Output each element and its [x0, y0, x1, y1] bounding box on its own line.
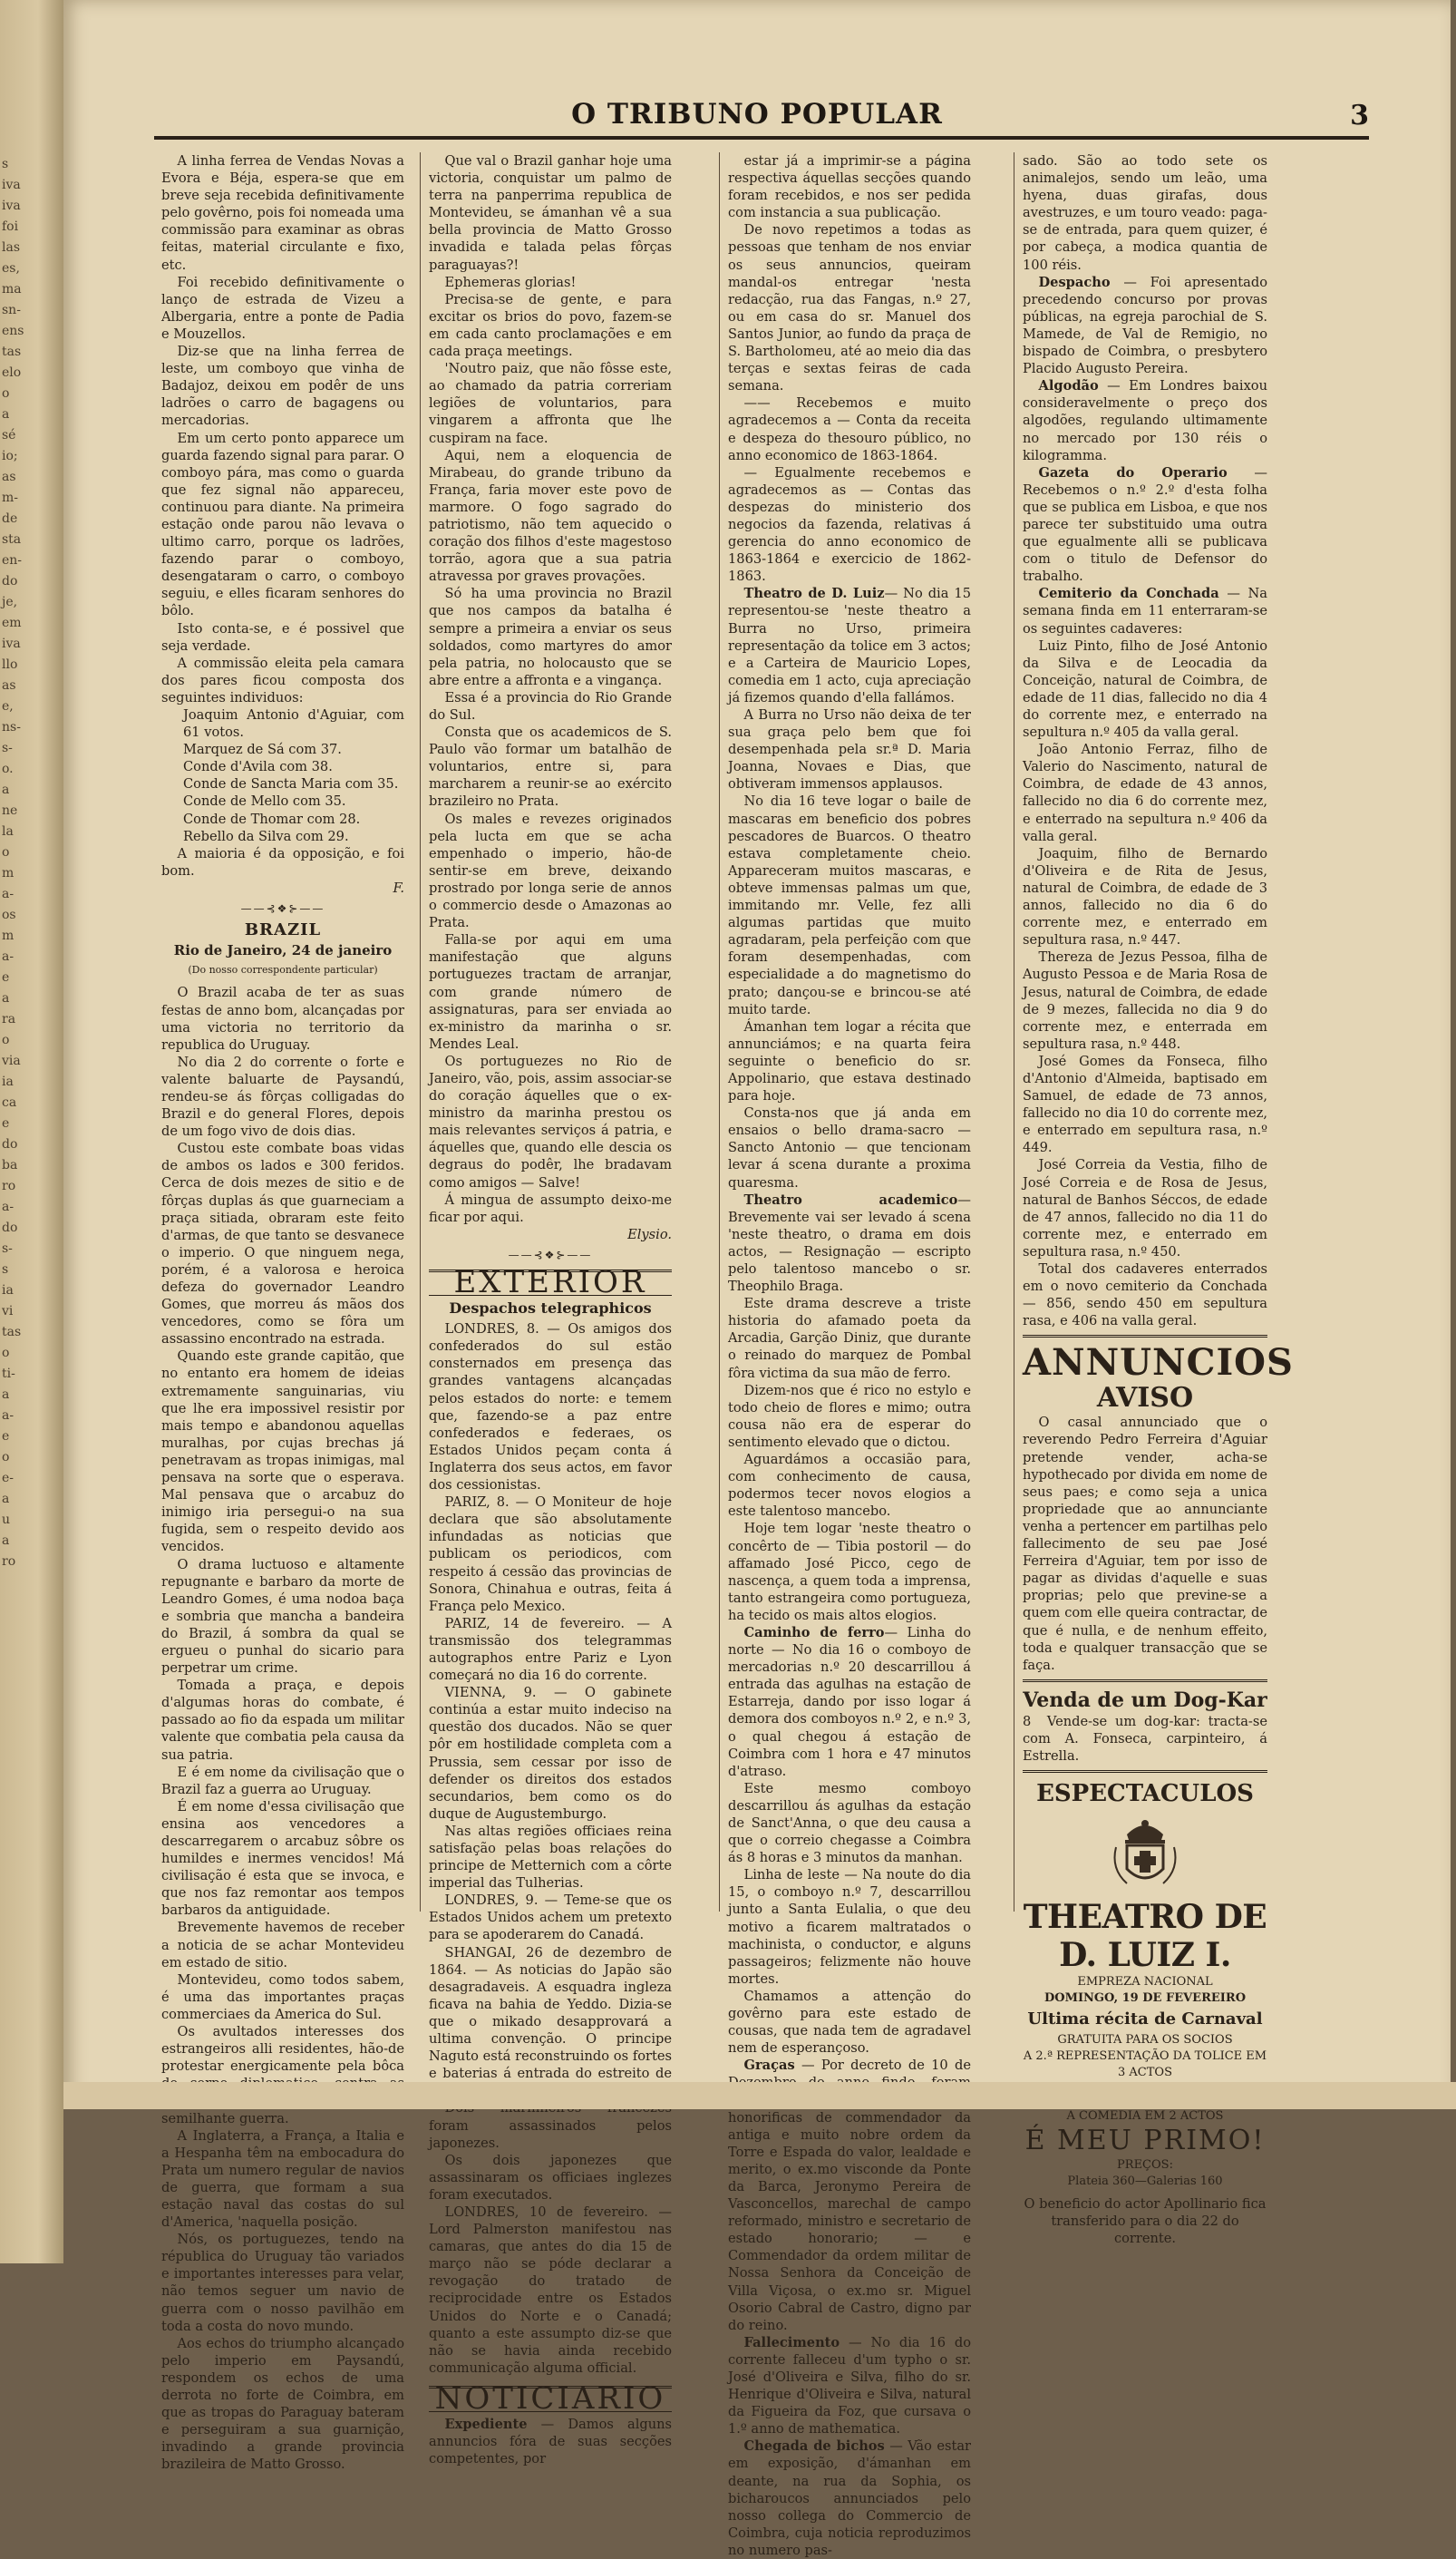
paragraph: Linha de leste — Na noute do dia 15, o comboyo n.º 7, descarrillou junto a Santa Eulalia, o que deu motivo a ficarem maltratados o machinista, o conductor, e alguns passageiros; felizmente não houve mortes. [728, 1867, 971, 1987]
previous-page-fragment: ia [2, 1283, 14, 1298]
despachos-heading: Despachos telegraphicos [449, 1299, 652, 1318]
previous-page-fragment: as [2, 470, 16, 484]
votes-end: A maioria é da opposição, e foi bom. [161, 845, 404, 879]
previous-page-fragment: ro [2, 1554, 16, 1569]
previous-page-fragment: las [2, 240, 21, 255]
brazil-article [161, 984, 404, 2473]
paragraph: Nós, os portuguezes, tendo na républica do Uruguay tão variados e importantes interesses para velar, não temos seguer um navio de guerra com o nosso pavilhão em toda a costa do novo mundo. [161, 2232, 404, 2334]
bottom-edge [63, 2082, 1456, 2109]
previous-page-fragment: a [2, 407, 10, 422]
previous-page-fragment: a [2, 1492, 10, 1506]
section-brazil: BRAZIL [244, 920, 322, 940]
caminho-lead: — Linha do norte — No dia 16 o comboyo de mercadorias n.º 20 descarrillou á entrada das agulhas na estação de Estarreja, dando por isso logar á demora dos comboyos n.º 2, e n.º 3, o qual chegou á estação de Coimbra com 1 hora e 47 minutos d'atraso. [728, 1624, 971, 1779]
previous-page-fragment: sta [2, 532, 22, 547]
paragraph: O Brazil acaba de ter as suas festas de anno bom, alcançadas por uma victoria no territorio da republica do Uruguay. [161, 985, 404, 1053]
previous-page-fragment: ti- [2, 1367, 15, 1381]
theatro-article [728, 706, 971, 1192]
paragraph: Este drama descreve a triste historia do afamado poeta da Arcadia, Garção Diniz, que durante o reinado do marquez de Pombal fôra victima da sua mão de ferro. [728, 1296, 971, 1381]
academico-label: Theatro academico [743, 1192, 958, 1208]
representacao: A 2.ª REPRESENTAÇÃO DA TOLICE EM 3 ACTOS [1023, 2049, 1267, 2080]
previous-page-fragment: o [2, 386, 10, 401]
chegada-label: Chegada de bichos [743, 2438, 885, 2455]
previous-page-fragment: a- [2, 1200, 15, 1214]
paragraph: Falla-se por aqui em uma manifestação que alguns portuguezes tractam de arranjar, com grande número de assignaturas, para ser enviada ao ex-ministro da marinha o sr. Mendes Leal. [429, 932, 672, 1052]
despacho-text: — Foi apresentado precedendo concurso por provas públicas, na egreja parochial de S. Mamede, de Val de Remigio, no bispado de Coimbra, o presbytero Placido Augusto Pereira. [1023, 274, 1268, 377]
column-1 [161, 152, 404, 2473]
correspondent-note: (Do nosso correspondente particular) [188, 964, 378, 977]
cadaver-entry: José Gomes da Fonseca, filho d'Antonio d'Almeida, baptisado em Samuel, de edade de 73 annos, fallecido no dia 10 do corrente mez, e enterrado em sepultura rasa, n.º 449. [1023, 1053, 1267, 1156]
dogkar-number: 8 [1023, 1713, 1032, 1729]
previous-page-fragment: la [2, 824, 14, 839]
paragraph: Hoje tem logar 'neste theatro o concêrto de — Tibia postoril — do affamado José Picco, cego de nascença, a quem toda a imprensa, tanto estrangeira como portugueza, ha tecido os mais altos elogios. [728, 1521, 971, 1623]
aviso-heading: AVISO [1096, 1382, 1194, 1415]
dateline: Rio de Janeiro, 24 de janeiro [173, 942, 393, 959]
previous-page-fragment: m- [2, 491, 19, 505]
previous-page-fragment: elo [2, 365, 22, 380]
despacho-item: LONDRES, 8. — Os amigos dos confederados do sul estão consternados em presença das grandes vantagens alcançadas pelos estados do norte: e temem que, fazendo-se a paz entre confederados e federaes, os Estados Unidos peçam conta á Inglaterra dos seus actos, em favor dos cessionistas. [429, 1321, 672, 1494]
paragraph: Chamamos a attenção do govêrno para este estado de cousas, que nada tem de agradavel nem de esperançoso. [728, 1988, 971, 2057]
vote-entry: Conde de Thomar com 28. [183, 811, 361, 827]
cadaver-entry: Total dos cadaveres enterrados em o novo cemiterio da Conchada — 856, sendo 450 em sepultura rasa, e 406 na valla geral. [1023, 1261, 1267, 1329]
paragraph: Os avultados interesses dos estrangeiros alli residentes, hão-de protestar energicamente pela bôca semilhante guerra. [161, 2024, 404, 2126]
vote-entry: Conde de Sancta Maria com 35. [183, 776, 399, 793]
paragraph: Essa é a provincia do Rio Grande do Sul. [429, 689, 672, 723]
paragraph: Á mingua de assumpto deixo-me ficar por aqui. [429, 1192, 672, 1225]
cemiterio-text: — Na semana finda em 11 enterraram-se os seguintes cadaveres: [1023, 586, 1267, 637]
header-rule [154, 136, 1369, 140]
previous-page-fragment: o. [2, 762, 14, 776]
paragraph: O drama luctuoso e altamente repugnante e barbaro da morte de Leandro Gomes, é uma nodoa baça e sombria que mancha a bandeira do Brazil, á sombra da qual se ergueu o punhal do sicario para perpetrar um crime. [161, 1556, 404, 1677]
previous-page-fragment: tas [2, 1325, 22, 1339]
despacho-item: PARIZ, 8. — O Moniteur de hoje declara que são absolutamente infundadas as noticias que publicam os periodicos, com respeito á cessão das provincias de Sonora, Chinahua e outras, feita á França pelo Mexico. [429, 1494, 672, 1614]
previous-page-fragment: as [2, 678, 16, 693]
previous-page-fragment: e, [2, 699, 14, 714]
paragraph: A commissão eleita pela camara dos pares ficou composta dos seguintes individuos: [161, 655, 404, 705]
ultima-recita: Ultima récita de Carnaval [1027, 2009, 1263, 2029]
previous-page-fragment: ca [2, 1095, 17, 1110]
previous-page-fragment: m [2, 929, 15, 943]
previous-page-edge [0, 0, 63, 2263]
previous-page-fragment: o [2, 845, 10, 860]
dogkar-heading: Venda de um Dog-Kar [1023, 1688, 1267, 1712]
previous-page-fragment: e [2, 1116, 10, 1131]
section-noticiario: NOTICIARIO [429, 2386, 672, 2412]
column-3 [728, 152, 971, 2558]
col4-paragraphs [1023, 152, 1267, 274]
paragraph: No dia 2 do corrente o forte e valente baluarte de Paysandú, rendeu-se ás fôrças colligadas do Brazil e do general Flores, depois de um fogo vivo de dois dias. [161, 1054, 404, 1140]
previous-page-fragment: je, [2, 595, 18, 609]
cadaveres-list [1023, 637, 1267, 1330]
paragraph: 'Noutro paiz, que não fôsse este, ao chamado da patria correriam legiões de voluntarios, para vingarem a affronta que lhe cuspiram na face. [429, 361, 672, 446]
previous-page-fragment: iva [2, 637, 21, 651]
previous-page-fragment: ma [2, 282, 22, 297]
empreza: EMPREZA NACIONAL [1077, 1975, 1213, 1990]
gracas-text: — Por decreto de 10 de honorificas de commendador da antiga e muito nobre ordem da Torre e Espada do valor, lealdade e merito, o ex.mo visconde da Ponte da Barca, Jeronymo Pereira de Vasconcellos, marechal de campo reformado, ministro e secretario de estado honorario; — e Commendador da ordem militar de Nossa Senhora da Conceição de Villa Viçosa, o ex.mo sr. Miguel Osorio Cabral de Castro, digno par do reino. [728, 2058, 971, 2333]
despacho-item: Nas altas regiões officiaes reina satisfação pelas boas relações do principe de Metternich com a côrte imperial das Tulherias. [429, 1823, 672, 1892]
precos: PREÇOS: [1117, 2158, 1173, 2173]
paragraph: É em nome d'essa civilisação que ensina aos vencedores a descarregarem o arcabuz sôbre os humildes e inermes vencidos! Má civilisação é esta que se invoca, e que nos faz remontar aos tempos barbaros da antiguidade. [161, 1798, 404, 1919]
paragraph: Aguardámos a occasião para, com conhecimento de causa, podermos tecer novos elogios a este talentoso mancebo. [728, 1452, 971, 1520]
previous-page-fragment: en- [2, 553, 23, 568]
previous-page-fragment: ia [2, 1075, 14, 1089]
previous-page-fragment: em [2, 616, 22, 630]
previous-page-fragment: s- [2, 741, 13, 755]
previous-page-fragment: do [2, 1137, 18, 1152]
previous-page-fragment: s- [2, 1241, 13, 1256]
previous-page-fragment: a- [2, 887, 15, 901]
ornament-divider: ——⊰❖⊱—— [508, 1248, 593, 1261]
caminho-label: Caminho de ferro [743, 1624, 885, 1640]
paragraph: Consta-nos que já anda em ensaios o bello drama-sacro — Sancto Antonio — que tencionam levar á scena durante a proxima quaresma. [728, 1105, 971, 1191]
paragraph: Quando este grande capitão, que no entanto era homem de ideias extremamente sanguinarias, viu que lhe era impossivel resistir por mais tempo e abandonou aquellas muralhas, por cujas brechas já penetravam as tropas inimigas, mal pensava na sorte que o esperava. Mal pensava que o arcabuz do inimigo iria persegui-o na sua fugida, sem o respeito devido aos vencidos. [161, 1348, 404, 1555]
col1-paragraphs [161, 152, 404, 706]
despacho-item: SHANGAI, 26 de dezembro de 1864. — As noticias do Japão são desagradaveis. A esquadra ingleza ficava na bahia de Yeddo. Dizia-se que o mikado desapprovará a ultima convenção. O principe Naguto está reconstruindo os fortes e baterias á entrada do estreito de [429, 1944, 672, 2082]
paragraph: Consta que os academicos de S. Paulo vão formar um batalhão de voluntarios, entre si, para marcharem a reunir-se ao exército brazileiro no Prata. [429, 725, 672, 810]
academico-article [728, 1295, 971, 1624]
royal-coat-of-arms-icon [1109, 1815, 1181, 1892]
despachos-list [429, 1320, 672, 2377]
previous-page-fragment: es, [2, 261, 20, 276]
gazeta-label: Gazeta do Operario [1038, 464, 1228, 481]
show-date: DOMINGO, 19 DE FEVEREIRO [1043, 1991, 1247, 2006]
despacho-item: Os dois japonezes que assassinaram os officiaes inglezes foram executados. [429, 2152, 672, 2203]
previous-page-fragment: e [2, 970, 10, 985]
vote-list [161, 706, 404, 845]
paragraph: Diz-se que na linha ferrea de leste, um comboyo que vinha de Badajoz, deixou em podêr de uns ladrões o carro de bagagens ou mercadorias. [161, 344, 404, 429]
despacho-item: LONDRES, 10 de fevereiro. — Lord Palmerston manifestou nas camaras, que antes do dia 15 de março não se póde declarar a revogação do tratado de reciprocidade entre os Estados Unidos do Norte e o Canadá; quanto a este assumpto diz-se que não se havia ainda recebido communicação alguma official. [429, 2204, 672, 2376]
paragraph: sado. São ao todo sete os animalejos, sendo um leão, uma hyena, duas girafas, dous avestruzes, e um touro veado: paga-se de entrada, para quem quizer, é por cabeça, a modica quantia de 100 réis. [1023, 153, 1267, 273]
academico-lead: — Brevemente vai ser levado á scena 'neste theatro, o drama em dois actos, — Resignação — escripto pelo talentoso mancebo o sr. Theophilo Braga. [728, 1192, 971, 1295]
cemiterio-label: Cemiterio da Conchada [1038, 586, 1219, 602]
column-2 [429, 152, 673, 2467]
despacho-item: foram assassinados pelos japonezes. [429, 2117, 672, 2151]
previous-page-fragment: via [2, 1054, 21, 1068]
previous-page-fragment: do [2, 574, 18, 589]
dogkar-text: Vende-se um dog-kar: tracta-se com A. Fonseca, carpinteiro, á Estrella. [1023, 1713, 1267, 1764]
paragraph: Precisa-se de gente, e para excitar os brios do povo, fazem-se em cada canto proclamações e em cada praça meetings. [429, 291, 672, 360]
section-exterior: EXTERIOR [429, 1270, 672, 1296]
cadaver-entry: Joaquim, filho de Bernardo d'Oliveira e de Rita de Jesus, natural de Coimbra, de edade de 3 annos, fallecido no dia 6 do corrente mez, e enterrado em sepultura rasa, n.º 447. [1023, 845, 1267, 949]
paragraph: Isto conta-se, e é possivel que seja verdade. [161, 620, 404, 654]
paragraph: A Inglaterra, a França, a Italia e a Hespanha têm na embocadura do Prata um numero regular de navios de guerra, que formam a sua estação naval das costas do sul d'America, 'naquella posição. [161, 2127, 404, 2231]
paragraph: Aos echos do triumpho alcançado pelo imperio em Paysandú, respondem os echos de uma derrota no forte de Coimbra, em que as tropas do Paraguay bateram e perseguiram a sua guarnição, invadindo a grande provincia brazileira de Matto Grosso. [161, 2335, 404, 2473]
previous-page-fragment: a [2, 1387, 10, 1402]
col3-paragraphs [728, 152, 971, 585]
caminho-article [728, 1780, 971, 2058]
previous-page-fragment: de [2, 511, 18, 526]
cadaver-entry: João Antonio Ferraz, filho de Valerio do Nascimento, natural de Coimbra, de edade de 43 annos, fallecido no dia 6 do corrente mez, e enterrado na sepultura n.º 406 da valla geral. [1023, 742, 1267, 844]
despacho-label: Despacho [1038, 274, 1111, 290]
previous-page-fragment: iva [2, 178, 21, 192]
cadaver-entry: Thereza de Jezus Pessoa, filha de Augusto Pessoa e de Maria Rosa de Jesus, natural de Coimbra, de edade de 9 mezes, fallecida no dia 9 do corrente mez, e enterrada em sepultura rasa, n.º 448. [1023, 949, 1267, 1052]
previous-page-fragment: ens [2, 324, 24, 338]
previous-page-fragment: tas [2, 345, 22, 359]
previous-page-fragment: ro [2, 1179, 16, 1193]
paragraph: Brevemente havemos de receber a noticia de se achar Montevideu em estado de sitio. [161, 1920, 404, 1970]
vote-entry: Conde d'Avila com 38. [183, 759, 333, 775]
previous-page-fragment: iva [2, 199, 21, 213]
previous-page-fragment: s [2, 157, 9, 171]
paragraph: Aqui, nem a eloquencia de Mirabeau, do grande tribuno da França, faria mover este povo de marmore. O fogo sagrado do patriotismo, não tem aquecido o coração dos filhos d'este magestoso torrão, agora que a sua patria atravessa por graves provações. [429, 447, 672, 585]
paragraph: Custou este combate boas vidas de ambos os lados e 300 feridos. Cerca de dois mezes de sitio e de fôrças duplas ás que guarneciam a praça sitiada, obraram este feito d'armas, de que tanto se desvanece o imperio. O que ninguem nega, porém, é a valorosa e heroica defeza do governador Leandro Gomes, que morreu ás mãos dos vencedores, como se fôra um assassino encontrado na estrada. [161, 1141, 404, 1348]
fallecimento-text: — No dia 16 do corrente falleceu d'um typho o sr. José d'Oliveira e Silva, filho do sr. Henrique d'Oliveira e Silva, natural da Figueira da Foz, que cursava o 1.º anno de mathematica. [728, 2334, 971, 2437]
beneficio-note: O beneficio do actor Apollinario fica transferido para o dia 22 do corrente. [1024, 2196, 1267, 2247]
ornament-divider: ——⊰❖⊱—— [240, 902, 325, 916]
paragraph: — Egualmente recebemos e agradecemos as — Contas das despezas do ministerio dos negocios da fazenda, relativas á gerencia do anno economico de 1863-1864 e exercicio de 1862-1863. [728, 464, 971, 585]
previous-page-fragment: ra [2, 1012, 16, 1027]
paragraph: Dizem-nos que é rico no estylo e todo cheio de flores e mimo; outra cousa não era de esperar do sentimento elevado que o dictou. [728, 1382, 971, 1450]
previous-page-fragment: a [2, 1533, 10, 1548]
column-divider [420, 152, 421, 1912]
previous-page-fragment: ba [2, 1158, 18, 1172]
paragraph: Tomada a praça, e depois d'algumas horas do combate, é passado ao fio da espada um militar valente que combatia pela causa da sua patria. [161, 1678, 404, 1763]
despacho-item: VIENNA, 9. — O gabinete continúa a estar muito indeciso na questão dos ducados. Não se quer pôr em hostilidade completa com a Prussia, sem cessar por isso de defender os direitos dos estados secundarios, bem como os do duque de Augustemburgo. [429, 1685, 672, 1822]
column-4 [1023, 152, 1294, 2247]
newspaper-page [63, 0, 1451, 2558]
paragraph: A linha ferrea de Vendas Novas a Evora e Béja, espera-se que em breve seja recebida definitivamente pelo govêrno, pois foi nomeada uma commissão para examinar as obras feitas, material circulante e fixo, etc. [161, 153, 404, 273]
previous-page-fragment: u [2, 1513, 11, 1527]
gracas-label: Graças [743, 2058, 795, 2074]
paragraph: estar já a imprimir-se a página respectiva áquellas secções quando foram recebidos, e nos ser pedida com instancia a sua publicação. [728, 153, 971, 221]
meu-primo: É MEU PRIMO! [1024, 2125, 1266, 2157]
paragraph: E é em nome da civilisação que o Brazil faz a guerra ao Uruguay. [161, 1764, 404, 1797]
aviso-text: O casal annunciado que o reverendo Pedro Ferreira d'Aguiar pretende vender, acha-se hypothecado por divida em nome de seus paes; e como seja a unica propriedade que ao annunciante venha a pertencer em partilhas pelo fallecimento de seu pae José Ferreira d'Aguiar, tem por isso de pagar as dividas d'aquelle e suas proprias; pelo que previne-se a quem com elle queira contractar, de que é nulla, e de nenhum effeito, toda e qualquer transacção que se faça. [1023, 1415, 1267, 1673]
paragraph: Só ha uma provincia no Brazil que nos campos da batalha é sempre a primeira a enviar os seus soldados, como martyres do amor pela patria, no holocausto que se abre entre a affronta e a vingança. [429, 586, 672, 688]
previous-page-fragment: a [2, 783, 10, 797]
vote-entry: Rebello da Silva com 29. [183, 828, 349, 844]
theatro-label: Theatro de D. Luiz [743, 586, 885, 602]
despacho-item: LONDRES, 9. — Teme-se que os Estados Unidos achem um pretexto para se apoderarem do Canadá. [429, 1892, 672, 1943]
masthead [154, 98, 1369, 136]
algodao-label: Algodão [1038, 378, 1099, 394]
previous-page-fragment: m [2, 866, 15, 881]
expediente-text: — Damos alguns annuncios fóra de suas secções competentes, por [429, 2417, 673, 2467]
newspaper-title: O TRIBUNO POPULAR [571, 98, 943, 131]
col2-paragraphs [429, 152, 672, 1226]
column-divider [719, 152, 720, 1912]
despacho-item: PARIZ, 14 de fevereiro. — A transmissão dos telegrammas autographos entre Pariz e Lyon começará no dia 16 do corrente. [429, 1615, 672, 1684]
paragraph: Que val o Brazil ganhar hoje uma victoria, conquistar um palmo de terra na panperrima republica de Montevideu, se ámanhan vê a sua bella provincia de Matto Grosso invadida e talada pelas fôrças paraguayas?! [429, 153, 672, 273]
paragraph: Foi recebido definitivamente o lanço de estrada de Vizeu a Albergaria, entre a ponte de Padia e Mouzellos. [161, 274, 404, 342]
paragraph: Montevideu, como todos sabem, é uma das importantes praças commerciaes da America do Sul. [161, 1971, 404, 2022]
previous-page-fragment: a [2, 991, 10, 1006]
previous-page-fragment: llo [2, 657, 18, 672]
previous-page-fragment: ne [2, 803, 18, 818]
paragraph: A Burra no Urso não deixa de ter sua graça pelo bem que foi desempenhada pela sr.ª D. Maria Joanna, Novaes e Dias, que obtiveram immensos applausos. [728, 707, 971, 793]
gratuita: GRATUITA PARA OS SOCIOS [1057, 2033, 1233, 2048]
previous-page-fragment: sn- [2, 303, 21, 317]
cadaver-entry: Luiz Pinto, filho de José Antonio da Silva e de Leocadia da Conceição, natural de Coimbra, de edade de 11 dias, fallecido no dia 4 do corrente mez, e enterrado na sepultura n.º 405 da valla geral. [1023, 637, 1267, 741]
ads-rule [1023, 1335, 1267, 1338]
paragraph: Este mesmo comboyo descarrillou ás agulhas da estação de Sanct'Anna, o que deu causa a que o correio chegasse a Coimbra ás 8 horas e 3 minutos da manhan. [728, 1780, 971, 1866]
annuncios-heading: ANNUNCIOS [1023, 1341, 1294, 1385]
comedia-note: A COMEDIA EM 2 ACTOS [1066, 2109, 1224, 2124]
ad-rule [1023, 1770, 1267, 1773]
previous-page-fragment: ns- [2, 720, 21, 735]
previous-page-fragment: o [2, 1346, 10, 1360]
paragraph: Os portuguezes no Rio de Janeiro, vão, pois, assim associar-se do coração áquelles que o ex-ministro da marinha prestou os mais relevantes serviços á patria, e áquelles que, quando elle descia os degraus do podêr, lhe bradavam como amigos — Salve! [429, 1053, 672, 1191]
paragraph: Em um certo ponto apparece um guarda fazendo signal para parar. O comboyo pára, mas como o guarda que fez signal não appareceu, continuou para diante. Na primeira estação onde parou não levava o ultimo carro, porque os ladrões, fazendo parar o comboyo, desengataram o carro, o comboyo seguiu, e elles ficaram senhores do bôlo. [161, 430, 404, 619]
previous-page-fragment: vi [2, 1304, 14, 1318]
previous-page-fragment: a- [2, 949, 15, 964]
expediente-label: Expediente [444, 2417, 528, 2432]
paragraph: No dia 16 teve logar o baile de mascaras em beneficio dos pobres pescadores de Buarcos. O theatro estava completamente cheio. Appareceram muitos mascaras, e obteve immensas palmas um que, immitando mr. Velle, fez alli algumas partidas que muito agradaram, pela perfeição com que foram desempenhadas, com especialidade a do magnetismo do prato; dançou-se e brincou-se até muito tarde. [728, 793, 971, 1017]
paragraph: De novo repetimos a todas as pessoas que tenham de nos enviar os seus annuncios, queiram mandal-os entregar 'nesta redacção, rua das Fangas, n.º 27, ou em casa do sr. Manuel dos Santos Junior, ao fundo da praça de S. Bartholomeu, até ao meio dia das terças e sextas feiras de cada semana. [728, 222, 971, 394]
ad-rule [1023, 1679, 1267, 1682]
cadaver-entry: José Correia da Vestia, filho de José Correia e de Rosa de Jesus, natural de Banhos Séccos, de edade de 47 annos, fallecido no dia 11 do corrente mez, e enterrado em sepultura rasa, n.º 450. [1023, 1157, 1267, 1260]
paragraph: —— Recebemos e muito agradecemos a — Conta da receita e despeza do thesouro público, no anno economico de 1863-1864. [728, 395, 971, 463]
paragraph: Os males e revezes originados pela lucta em que se acha empenhado o imperio, hão-de sentir-se em breve, deixando prostrado por longa serie de annos o commercio desde o Amazonas ao Prata. [429, 811, 672, 931]
previous-page-fragment: os [2, 908, 16, 922]
theatre-name: THEATRO DE D. LUIZ I. [1023, 1898, 1267, 1975]
signature: Elysio. [627, 1226, 672, 1242]
previous-page-fragment: o [2, 1450, 10, 1464]
previous-page-fragment: do [2, 1221, 18, 1235]
algodao-text: — Em Londres baixou consideravelmente o preço dos algodões, regulando ultimamente no mercado por 130 réis o kilogramma. [1023, 378, 1267, 463]
paragraph: Ámanhan tem logar a récita que annunciámos; e na quarta feira seguinte o beneficio do sr. Appolinario, que estava destinado para hoje. [728, 1018, 971, 1104]
page-number: 3 [1350, 100, 1369, 131]
plateia-prices: Plateia 360—Galerias 160 [1067, 2175, 1223, 2189]
theatro-lead: — No dia 15 representou-se 'neste theatro a Burra no Urso, primeira representação da tolice em 3 actos; e a Carteira de Mauricio Lopes, comedia em 1 acto, cuja apreciação já fizemos quando d'ella fallámos. [728, 586, 971, 705]
previous-page-fragment: o [2, 1033, 10, 1047]
paragraph: Ephemeras glorias! [444, 274, 577, 290]
vote-entry: Joaquim Antonio d'Aguiar, com 61 votos. [183, 707, 404, 741]
vote-entry: Marquez de Sá com 37. [183, 742, 342, 758]
fallecimento-label: Fallecimento [743, 2334, 840, 2350]
gazeta-text: — Recebemos o n.º 2.º d'esta folha que se publica em Lisboa, e que nos parece ter substituido uma outra que egualmente alli se publicava com o titulo de Defensor do trabalho. [1023, 464, 1267, 585]
vote-entry: Conde de Mello com 35. [183, 793, 346, 810]
previous-page-fragment: s [2, 1262, 9, 1277]
previous-page-fragment: a- [2, 1408, 15, 1423]
chegada-text: — Vão estar em exposição, d'ámanhan em deante, na rua da Sophia, os bicharoucos annunciados pelo nosso collega do Commercio de Coimbra, cuja noticia reproduzimos no numero pas- [728, 2438, 971, 2558]
signature: F. [393, 880, 404, 896]
previous-page-fragment: io; [2, 449, 18, 463]
previous-page-fragment: sé [2, 428, 16, 443]
previous-page-fragment: e [2, 1429, 10, 1444]
previous-page-fragment: e- [2, 1471, 15, 1485]
espectaculos-heading: ESPECTACULOS [1036, 1780, 1254, 1808]
previous-page-fragment: foi [2, 219, 19, 234]
